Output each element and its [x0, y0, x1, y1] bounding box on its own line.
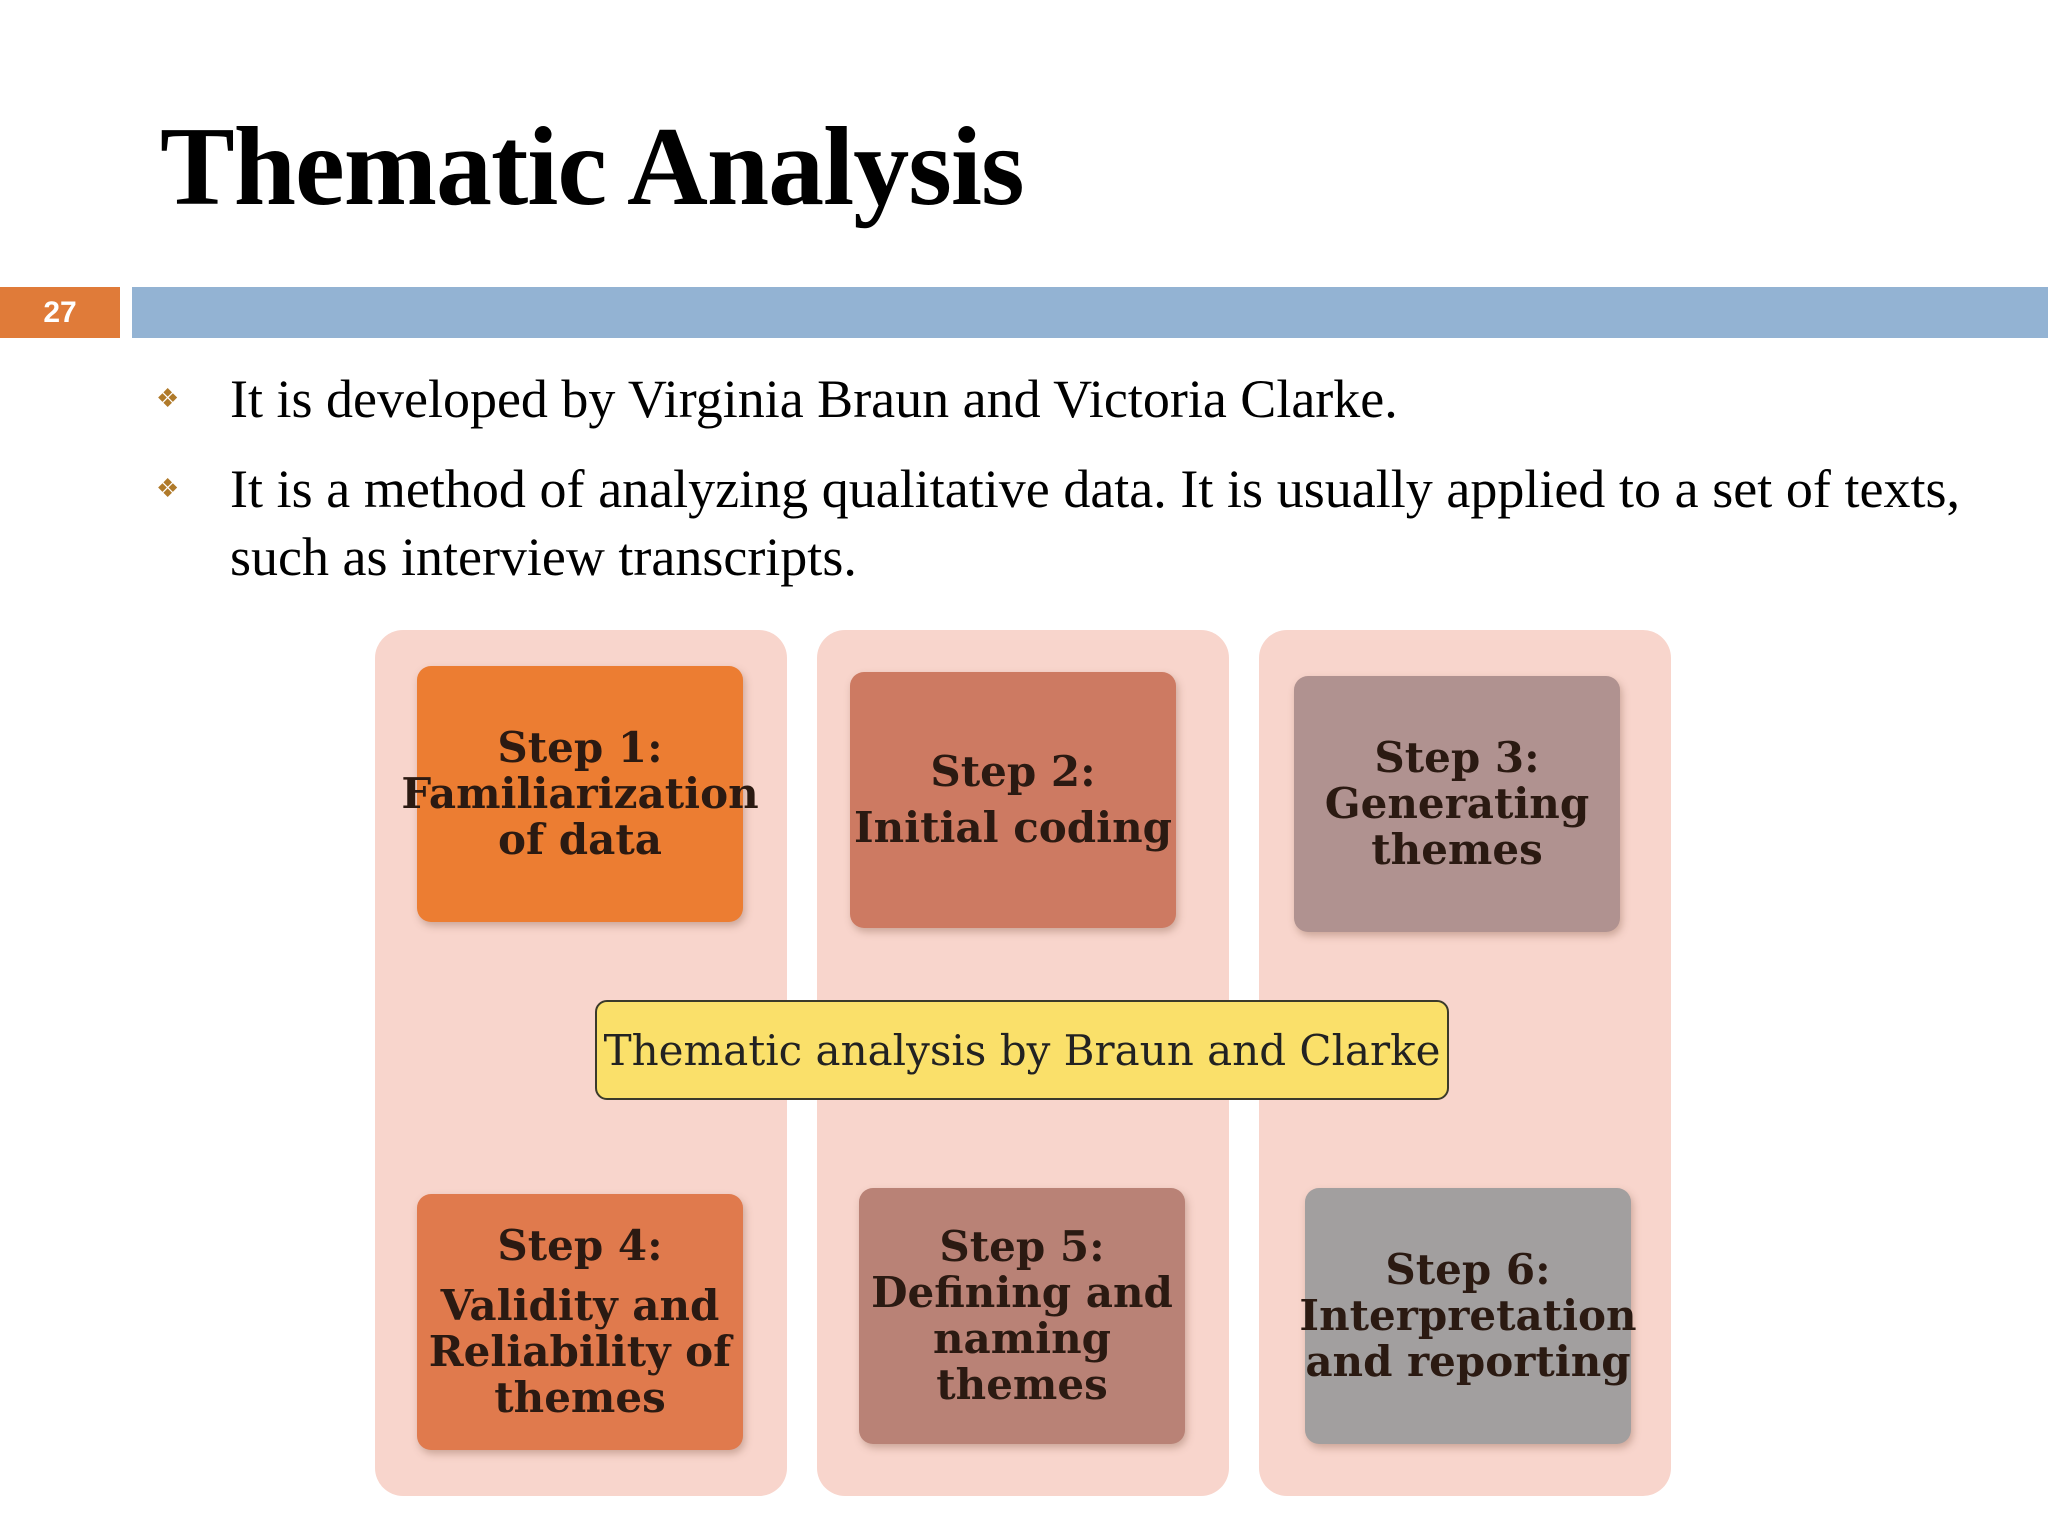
diamond-cluster-icon: ❖ [156, 384, 180, 413]
step-text: Reliability of [428, 1327, 732, 1376]
step-text: Generating [1324, 779, 1590, 828]
step-text: of data [498, 815, 662, 864]
slide-title: Thematic Analysis [160, 105, 1024, 229]
diagram-center-label: Thematic analysis by Braun and Clarke [595, 1000, 1449, 1100]
step-text: naming themes [932, 1314, 1112, 1409]
step-2-box [850, 672, 1176, 928]
bullet-text: It is a method of analyzing qualitative data. It is usually applied to a set of texts, such as interview transcripts. [230, 459, 1960, 587]
bullet-list [150, 365, 1960, 613]
step-text: themes [1371, 825, 1543, 874]
step-heading: Step 3: [1374, 733, 1540, 782]
bullet-item [150, 455, 1960, 591]
slide-number: 27 [0, 287, 120, 338]
title-divider-bar [132, 287, 2048, 338]
step-heading: Step 5: [939, 1222, 1105, 1271]
diamond-cluster-icon: ❖ [156, 474, 180, 503]
step-4-box [417, 1194, 743, 1450]
step-heading: Step 6: [1385, 1245, 1551, 1294]
bullet-item [150, 365, 1960, 433]
step-text: Interpretation [1299, 1291, 1637, 1340]
step-6-box [1299, 1188, 1637, 1444]
bullet-text: It is developed by Virginia Braun and Victoria Clarke. [230, 369, 1398, 429]
step-text: and reporting [1305, 1337, 1631, 1386]
step-text: Familiarization [401, 769, 759, 818]
step-text: themes [494, 1373, 666, 1422]
step-1-box [401, 666, 759, 922]
thematic-analysis-diagram [375, 630, 1675, 1496]
step-3-box [1294, 676, 1620, 932]
step-heading: Step 1: [497, 723, 663, 772]
step-text: Defining and [871, 1268, 1173, 1317]
step-text: Initial coding [853, 803, 1173, 852]
step-text: Validity and [440, 1281, 720, 1330]
step-heading: Step 2: [930, 747, 1096, 796]
step-5-box [859, 1188, 1185, 1444]
step-heading: Step 4: [497, 1221, 663, 1270]
